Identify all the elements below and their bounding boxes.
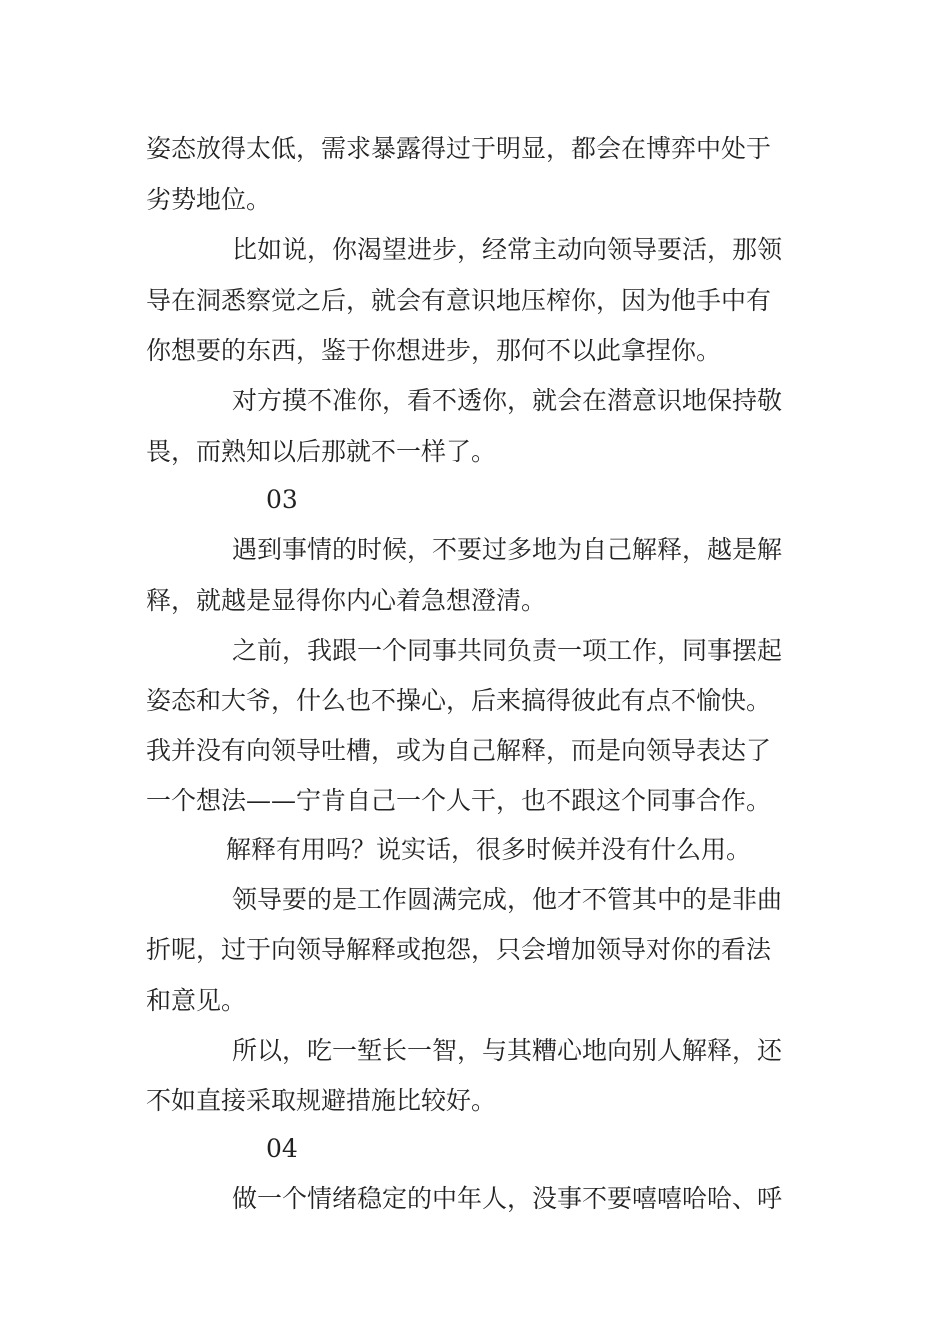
section-number: 03 (266, 485, 298, 514)
paragraph-line: 我并没有向领导吐槽，或为自己解释，而是向领导表达了 (146, 736, 772, 765)
paragraph-line: 导在洞悉察觉之后，就会有意识地压榨你，因为他手中有 (146, 286, 772, 315)
paragraph-line: 姿态放得太低，需求暴露得过于明显，都会在博弈中处于 (146, 134, 772, 163)
paragraph-line: 折呢，过于向领导解释或抱怨，只会增加领导对你的看法 (146, 935, 772, 964)
paragraph-line: 做一个情绪稳定的中年人，没事不要嘻嘻哈哈、呼 (232, 1184, 783, 1213)
paragraph-line: 解释有用吗？说实话，很多时候并没有什么用。 (226, 835, 752, 864)
paragraph-line: 一个想法——宁肯自己一个人干，也不跟这个同事合作。 (146, 786, 772, 815)
paragraph-line: 之前，我跟一个同事共同负责一项工作，同事摆起 (232, 636, 783, 665)
paragraph-line: 释，就越是显得你内心着急想澄清。 (146, 586, 547, 615)
paragraph-line: 不如直接采取规避措施比较好。 (146, 1086, 497, 1115)
paragraph-line: 遇到事情的时候，不要过多地为自己解释，越是解 (232, 535, 783, 564)
section-number: 04 (266, 1134, 298, 1163)
paragraph-line: 和意见。 (146, 986, 247, 1015)
paragraph-line: 比如说，你渴望进步，经常主动向领导要活，那领 (232, 235, 783, 264)
paragraph-line: 所以，吃一堑长一智，与其糟心地向别人解释，还 (232, 1036, 783, 1065)
paragraph-line: 畏，而熟知以后那就不一样了。 (146, 437, 497, 466)
paragraph-line: 你想要的东西，鉴于你想进步，那何不以此拿捏你。 (146, 336, 722, 365)
paragraph-line: 姿态和大爷，什么也不操心，后来搞得彼此有点不愉快。 (146, 686, 772, 715)
paragraph-line: 对方摸不准你，看不透你，就会在潜意识地保持敬 (232, 386, 783, 415)
paragraph-line: 劣势地位。 (146, 185, 272, 214)
paragraph-line: 领导要的是工作圆满完成，他才不管其中的是非曲 (232, 885, 783, 914)
